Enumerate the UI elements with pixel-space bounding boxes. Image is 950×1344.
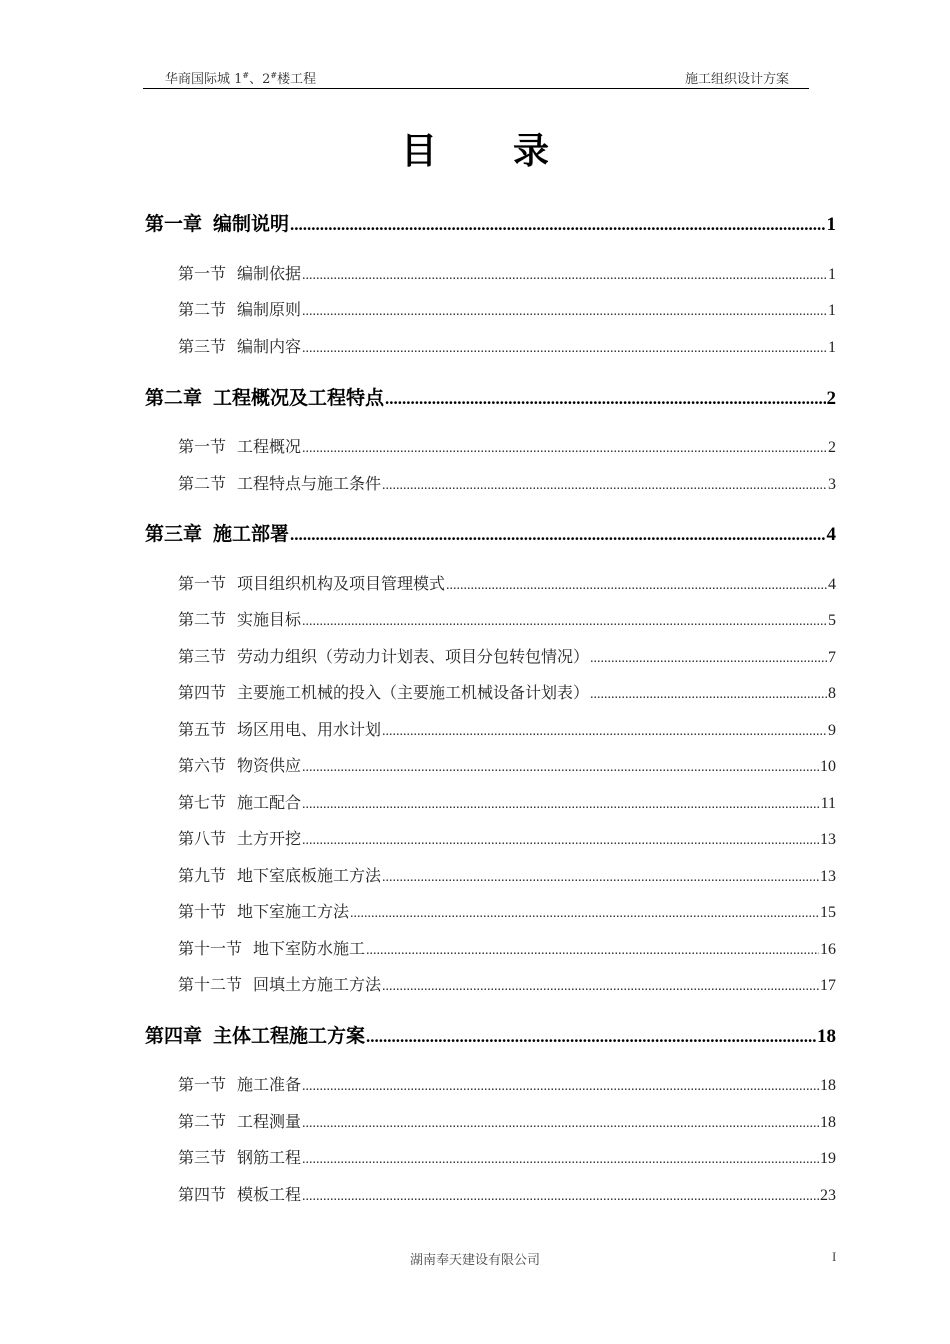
toc-entry-number: 第一节 — [178, 264, 227, 283]
toc-entry-number: 第四章 — [145, 1025, 203, 1047]
toc-section-entry[interactable] — [178, 297, 836, 320]
toc-entry-page-number: 18 — [817, 1026, 836, 1047]
toc-entry-label: 施工部署 — [213, 523, 290, 545]
toc-entry-number: 第八节 — [178, 829, 227, 848]
toc-dot-leader — [350, 906, 819, 922]
toc-entry-number: 第九节 — [178, 866, 227, 885]
toc-entry-page-number: 11 — [820, 795, 836, 812]
toc-section-entry[interactable] — [178, 899, 836, 922]
toc-entry-page-number: 1 — [828, 339, 836, 356]
toc-dot-leader — [302, 833, 819, 849]
toc-entry-page-number: 3 — [828, 476, 836, 493]
toc-entry-number: 第三节 — [178, 337, 227, 356]
toc-entry-page-number: 1 — [826, 214, 836, 235]
toc-dot-leader — [302, 614, 827, 630]
toc-entry-number: 第一节 — [178, 437, 227, 456]
toc-entry-label: 主要施工机械的投入（主要施工机械设备计划表） — [237, 683, 590, 702]
toc-entry-page-number: 10 — [820, 758, 836, 775]
toc-entry-label: 土方开挖 — [237, 829, 302, 848]
toc-section-entry[interactable] — [178, 790, 836, 813]
toc-dot-leader — [385, 389, 825, 409]
toc-entry-number: 第十二节 — [178, 975, 243, 994]
toc-entry-number: 第二节 — [178, 474, 227, 493]
toc-entry-number: 第五节 — [178, 720, 227, 739]
toc-entry-page-number: 2 — [828, 439, 836, 456]
toc-entry-page-number: 18 — [820, 1077, 836, 1094]
toc-entry-page-number: 19 — [820, 1150, 836, 1167]
toc-entry-number: 第一节 — [178, 1075, 227, 1094]
toc-entry-page-number: 15 — [820, 904, 836, 921]
toc-entry-label: 劳动力组织（劳动力计划表、项目分包转包情况） — [237, 647, 590, 666]
toc-dot-leader — [290, 215, 825, 235]
footer-company-name: 湖南奉天建设有限公司 — [409, 1253, 540, 1268]
toc-entry-label: 编制依据 — [237, 264, 302, 283]
toc-chapter-entry[interactable] — [145, 209, 836, 236]
toc-dot-leader — [366, 943, 819, 959]
toc-entry-label: 编制内容 — [237, 337, 302, 356]
toc-chapter-entry[interactable] — [145, 519, 836, 546]
toc-section-entry[interactable] — [178, 644, 836, 667]
toc-section-entry[interactable] — [178, 1145, 836, 1168]
toc-entry-label: 主体工程施工方案 — [213, 1025, 366, 1047]
toc-entry-label: 项目组织机构及项目管理模式 — [237, 574, 446, 593]
toc-section-entry[interactable] — [178, 680, 836, 703]
header-document-title: 施工组织设计方案 — [684, 72, 789, 87]
header-project-name: 华商国际城 1#、2#楼工程 — [165, 71, 317, 87]
toc-entry-label: 地下室施工方法 — [237, 902, 350, 921]
toc-dot-leader — [382, 870, 819, 886]
toc-dot-leader — [302, 341, 827, 357]
toc-entry-label: 钢筋工程 — [237, 1148, 302, 1167]
toc-dot-leader — [302, 304, 827, 320]
toc-entry-label: 施工准备 — [237, 1075, 302, 1094]
toc-section-entry[interactable] — [178, 471, 836, 494]
toc-section-entry[interactable] — [178, 863, 836, 886]
toc-entry-label: 模板工程 — [237, 1185, 302, 1204]
toc-section-entry[interactable] — [178, 434, 836, 457]
toc-section-entry[interactable] — [178, 1109, 836, 1132]
toc-entry-number: 第二节 — [178, 610, 227, 629]
toc-entry-page-number: 5 — [828, 612, 836, 629]
toc-entry-page-number: 17 — [820, 977, 836, 994]
toc-dot-leader — [302, 1152, 819, 1168]
toc-title: 目录 — [400, 131, 625, 172]
toc-section-entry[interactable] — [178, 936, 836, 959]
toc-dot-leader — [382, 724, 827, 740]
toc-entry-page-number: 13 — [820, 868, 836, 885]
toc-entry-number: 第二节 — [178, 300, 227, 319]
toc-entry-label: 实施目标 — [237, 610, 302, 629]
toc-entry-page-number: 18 — [820, 1114, 836, 1131]
toc-section-entry[interactable] — [178, 1182, 836, 1205]
toc-entry-label: 回填土方施工方法 — [253, 975, 382, 994]
toc-dot-leader — [382, 979, 819, 995]
toc-entry-page-number: 1 — [828, 266, 836, 283]
toc-entry-label: 工程测量 — [237, 1112, 302, 1131]
toc-entry-label: 工程概况 — [237, 437, 302, 456]
toc-entry-page-number: 7 — [828, 649, 836, 666]
toc-section-entry[interactable] — [178, 826, 836, 849]
toc-entry-number: 第二章 — [145, 387, 203, 409]
toc-entry-label: 编制原则 — [237, 300, 302, 319]
toc-entry-number: 第三节 — [178, 1148, 227, 1167]
toc-entry-number: 第七节 — [178, 793, 227, 812]
toc-entry-label: 施工配合 — [237, 793, 302, 812]
toc-entry-number: 第二节 — [178, 1112, 227, 1131]
toc-entry-number: 第一节 — [178, 574, 227, 593]
toc-dot-leader — [302, 797, 820, 813]
toc-entry-page-number: 4 — [828, 576, 836, 593]
toc-entry-number: 第三节 — [178, 647, 227, 666]
toc-dot-leader — [590, 651, 827, 667]
toc-section-entry[interactable] — [178, 972, 836, 995]
toc-dot-leader — [302, 1116, 819, 1132]
toc-entry-label: 地下室防水施工 — [253, 939, 366, 958]
toc-entry-number: 第十节 — [178, 902, 227, 921]
toc-entry-number: 第十一节 — [178, 939, 243, 958]
toc-entry-page-number: 13 — [820, 831, 836, 848]
toc-dot-leader — [590, 687, 827, 703]
toc-entry-label: 地下室底板施工方法 — [237, 866, 382, 885]
toc-dot-leader — [302, 760, 819, 776]
toc-dot-leader — [302, 268, 827, 284]
toc-entry-label: 场区用电、用水计划 — [237, 720, 382, 739]
toc-entry-label: 工程特点与施工条件 — [237, 474, 382, 493]
footer-page-number: I — [832, 1249, 837, 1264]
toc-entry-label: 编制说明 — [213, 213, 290, 235]
toc-entry-number: 第四节 — [178, 683, 227, 702]
toc-entry-number: 第六节 — [178, 756, 227, 775]
toc-section-entry[interactable] — [178, 571, 836, 594]
toc-entry-number: 第一章 — [145, 213, 203, 235]
toc-section-entry[interactable] — [178, 607, 836, 630]
toc-section-entry[interactable] — [178, 753, 836, 776]
toc-section-entry[interactable] — [178, 261, 836, 284]
toc-entry-label: 物资供应 — [237, 756, 302, 775]
toc-dot-leader — [302, 1189, 819, 1205]
toc-entry-page-number: 1 — [828, 302, 836, 319]
toc-section-entry[interactable] — [178, 1072, 836, 1095]
toc-entry-page-number: 23 — [820, 1187, 836, 1204]
toc-entry-number: 第四节 — [178, 1185, 227, 1204]
toc-entry-page-number: 4 — [826, 524, 836, 545]
toc-entry-label: 工程概况及工程特点 — [213, 387, 385, 409]
toc-entry-page-number: 8 — [828, 685, 836, 702]
toc-dot-leader — [290, 525, 825, 545]
toc-dot-leader — [446, 578, 827, 594]
toc-entry-page-number: 16 — [820, 941, 836, 958]
toc-chapter-entry[interactable] — [145, 383, 836, 410]
toc-chapter-entry[interactable] — [145, 1021, 836, 1048]
toc-section-entry[interactable] — [178, 717, 836, 740]
toc-entry-page-number: 9 — [828, 722, 836, 739]
toc-section-entry[interactable] — [178, 334, 836, 357]
toc-dot-leader — [302, 1079, 819, 1095]
toc-dot-leader — [382, 478, 827, 494]
toc-dot-leader — [302, 441, 827, 457]
toc-entry-number: 第三章 — [145, 523, 203, 545]
toc-entry-page-number: 2 — [826, 388, 836, 409]
toc-dot-leader — [366, 1027, 816, 1047]
